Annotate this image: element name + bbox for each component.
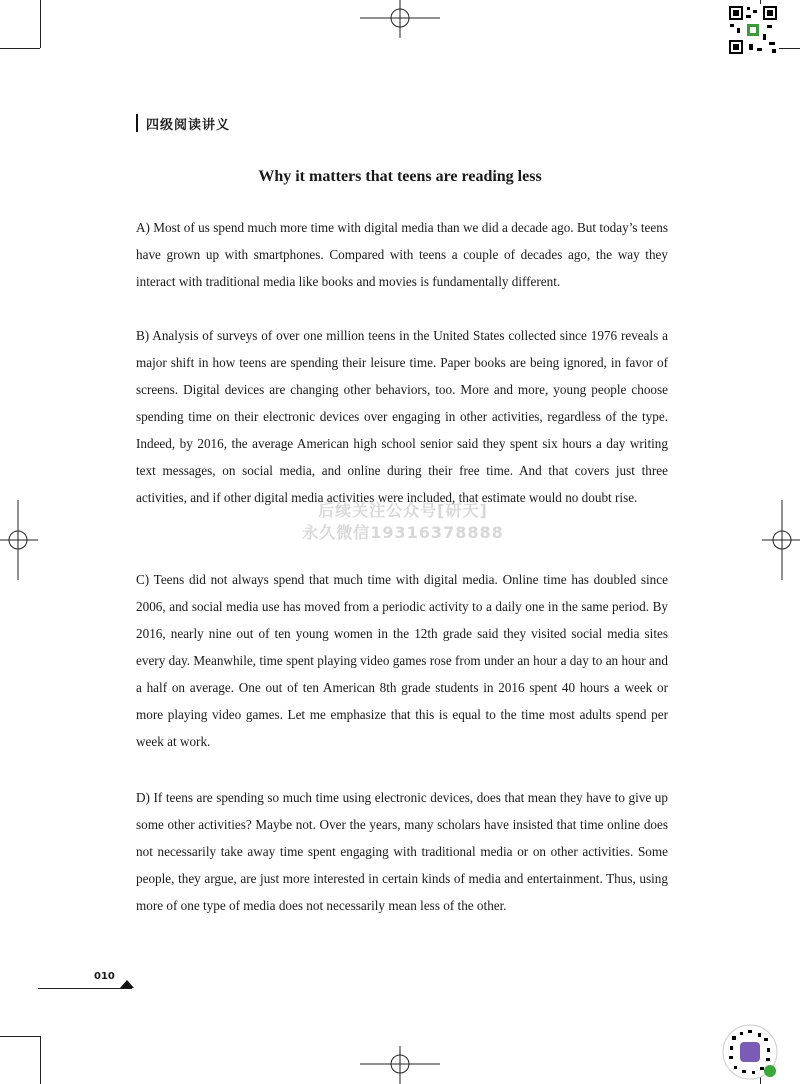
watermark [298, 500, 508, 544]
paragraph-c: C) Teens did not always spend that much time with digital media. Online time has doubled since 2006, and social media use has moved from a periodic activity to a daily one in the same period. By 2016, nearly nine out of ten young women in the 12th grade said they visited social media sites every day. Meanwhile, time spent playing video games rose from under an hour a day to an hour and a half on average. One out of ten American 8th grade students in 2016 spent 40 hours a week or more playing video games. Let me emphasize that this is equal to the time most adults spend per week at work. [136, 572, 668, 749]
crop-mark [40, 0, 41, 48]
registration-mark-bottom [360, 1044, 440, 1084]
triangle-marker-icon [120, 980, 134, 989]
qr-code-icon [727, 4, 779, 56]
qr-code-icon [722, 1024, 778, 1080]
watermark-line-2: 永久微信19316378888 [302, 523, 504, 542]
header-bar [136, 114, 138, 132]
crop-mark [0, 48, 40, 49]
registration-mark-right [760, 500, 800, 580]
crop-mark [0, 1036, 40, 1037]
registration-mark-top [360, 0, 440, 40]
registration-mark-left [0, 500, 40, 580]
paragraph-d: D) If teens are spending so much time using electronic devices, does that mean they have to give up some other activities? Maybe not. Over the years, many scholars have insisted that time online does not necessarily take away time spent engaging with traditional media or on other activities. Some people, they argue, are just more interested in certain kinds of media and entertainment. Thus, using more of one type of media does not necessarily mean less of the other. [136, 790, 668, 913]
footer-rule [38, 988, 132, 989]
crop-mark [40, 1036, 41, 1084]
paragraph-a: A) Most of us spend much more time with digital media than we did a decade ago. But today’s teens have grown up with smartphones. Compared with teens a couple of decades ago, the way they interact with traditional media like books and movies is fundamentally different. [136, 220, 668, 289]
page-number: 010 [94, 971, 115, 982]
article-title: Why it matters that teens are reading less [258, 168, 542, 185]
watermark-line-1: 后续关注公众号[研天] [318, 501, 488, 520]
paragraph-b: B) Analysis of surveys of over one million teens in the United States collected since 1976 reveals a major shift in how teens are spending their leisure time. Paper books are being ignored, in favor of screens. Digital devices are changing other behaviors, too. More and more, young people choose spending time on their electronic devices over engaging in other activities, regardless of the type. Indeed, by 2016, the average American high school senior said they spent six hours a day writing text messages, on social media, and online during their free time. And that covers just three activities, and if other digital media activities were included, that estimate would no doubt rise. [136, 328, 668, 505]
section-title: 四级阅读讲义 [146, 117, 231, 133]
section-header [136, 114, 230, 132]
